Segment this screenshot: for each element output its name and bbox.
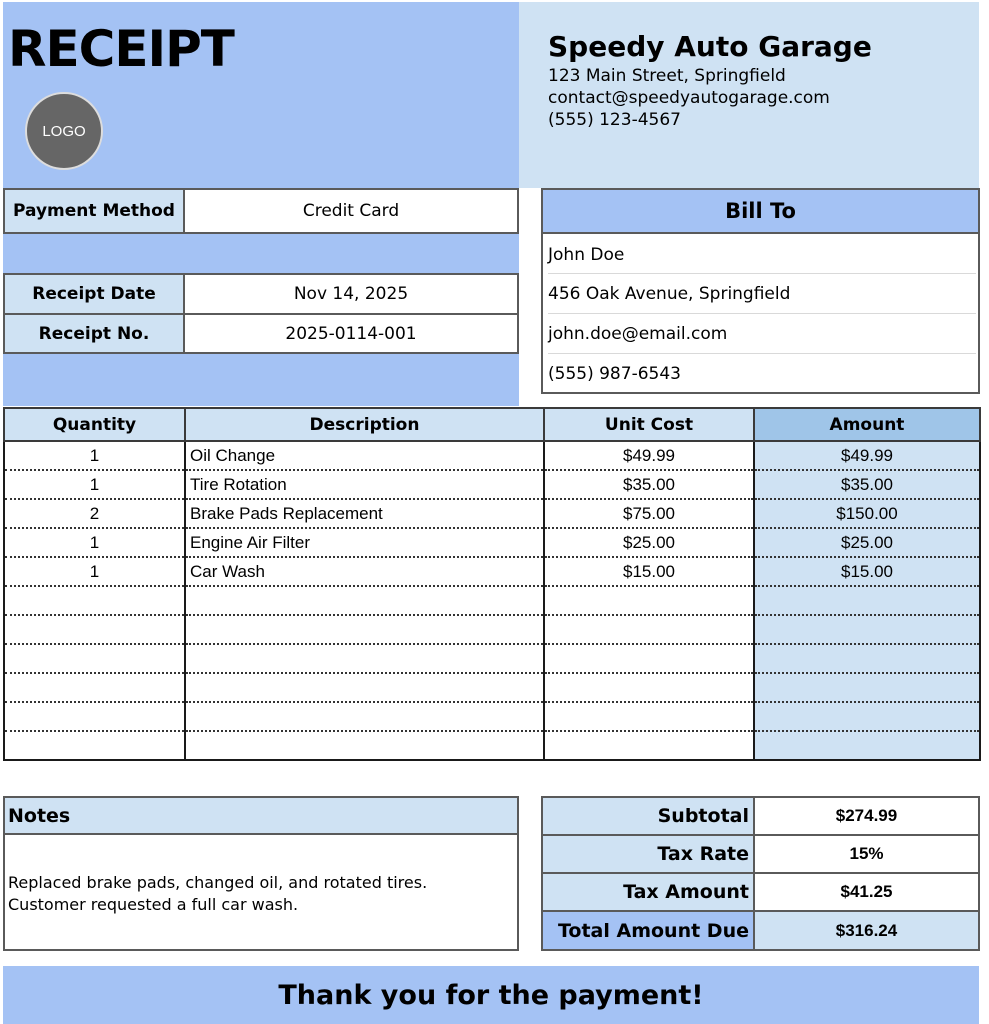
bill-to-phone[interactable]: (555) 987-6543	[548, 364, 681, 384]
qty-cell[interactable]	[4, 731, 185, 760]
column-header-unit-cost: Unit Cost	[544, 408, 754, 441]
notes-line-1[interactable]: Replaced brake pads, changed oil, and rotated tires.	[8, 873, 428, 892]
logo-icon	[25, 92, 103, 170]
qty-cell[interactable]	[4, 644, 185, 673]
unit-cost-cell[interactable]	[544, 615, 754, 644]
description-cell[interactable]	[185, 702, 544, 731]
table-row	[4, 644, 980, 673]
qty-cell[interactable]	[4, 673, 185, 702]
description-cell[interactable]: Tire Rotation	[185, 470, 544, 499]
amount-cell[interactable]	[754, 731, 980, 760]
notes-heading: Notes	[5, 798, 517, 835]
tax-amount-label: Tax Amount	[541, 872, 755, 912]
amount-cell[interactable]	[754, 673, 980, 702]
table-row	[4, 586, 980, 615]
column-header-amount: Amount	[754, 408, 980, 441]
subtotal-label: Subtotal	[541, 796, 755, 836]
bill-to-heading: Bill To	[543, 190, 978, 234]
tax-amount-value: $41.25	[753, 872, 980, 912]
description-cell[interactable]	[185, 586, 544, 615]
payment-method-label: Payment Method	[3, 188, 185, 234]
unit-cost-cell[interactable]	[544, 644, 754, 673]
table-row	[4, 441, 980, 470]
notes-line-2[interactable]: Customer requested a full car wash.	[8, 895, 299, 914]
qty-cell[interactable]: 1	[4, 557, 185, 586]
bill-to-email[interactable]: john.doe@email.com	[548, 315, 976, 354]
column-header-quantity: Quantity	[4, 408, 185, 441]
logo-label: LOGO	[42, 122, 86, 140]
receipt-date-value[interactable]: Nov 14, 2025	[183, 273, 519, 315]
amount-cell[interactable]: $49.99	[754, 441, 980, 470]
unit-cost-cell[interactable]: $15.00	[544, 557, 754, 586]
total-amount-due-value: $316.24	[753, 910, 980, 951]
qty-cell[interactable]	[4, 586, 185, 615]
total-amount-due-label: Total Amount Due	[541, 910, 755, 951]
column-header-description: Description	[185, 408, 544, 441]
table-row	[4, 557, 980, 586]
table-row	[4, 528, 980, 557]
qty-cell[interactable]: 1	[4, 441, 185, 470]
qty-cell[interactable]: 1	[4, 470, 185, 499]
items-table	[3, 407, 981, 761]
qty-cell[interactable]: 2	[4, 499, 185, 528]
amount-cell[interactable]	[754, 586, 980, 615]
qty-cell[interactable]	[4, 702, 185, 731]
receipt-title: RECEIPT	[8, 20, 234, 78]
subtotal-value: $274.99	[753, 796, 980, 836]
thank-you-banner: Thank you for the payment!	[3, 966, 979, 1024]
description-cell[interactable]	[185, 673, 544, 702]
amount-cell[interactable]	[754, 644, 980, 673]
table-row	[4, 615, 980, 644]
unit-cost-cell[interactable]	[544, 702, 754, 731]
qty-cell[interactable]	[4, 615, 185, 644]
company-name: Speedy Auto Garage	[548, 30, 872, 63]
items-header-row	[4, 408, 980, 441]
unit-cost-cell[interactable]: $35.00	[544, 470, 754, 499]
receipt-number-value[interactable]: 2025-0114-001	[183, 313, 519, 354]
amount-cell[interactable]: $35.00	[754, 470, 980, 499]
amount-cell[interactable]: $25.00	[754, 528, 980, 557]
amount-cell[interactable]	[754, 615, 980, 644]
receipt-date-label: Receipt Date	[3, 273, 185, 315]
amount-cell[interactable]: $15.00	[754, 557, 980, 586]
unit-cost-cell[interactable]	[544, 731, 754, 760]
description-cell[interactable]: Car Wash	[185, 557, 544, 586]
unit-cost-cell[interactable]: $75.00	[544, 499, 754, 528]
description-cell[interactable]: Brake Pads Replacement	[185, 499, 544, 528]
description-cell[interactable]	[185, 731, 544, 760]
unit-cost-cell[interactable]	[544, 673, 754, 702]
company-email: contact@speedyautogarage.com	[548, 88, 830, 108]
company-address: 123 Main Street, Springfield	[548, 66, 786, 86]
company-phone: (555) 123-4567	[548, 110, 681, 130]
receipt-number-label: Receipt No.	[3, 313, 185, 354]
unit-cost-cell[interactable]: $49.99	[544, 441, 754, 470]
unit-cost-cell[interactable]	[544, 586, 754, 615]
tax-rate-value[interactable]: 15%	[753, 834, 980, 874]
description-cell[interactable]	[185, 644, 544, 673]
amount-cell[interactable]	[754, 702, 980, 731]
bill-to-name[interactable]: John Doe	[548, 236, 976, 274]
payment-method-value[interactable]: Credit Card	[183, 188, 519, 234]
table-row	[4, 499, 980, 528]
description-cell[interactable]: Engine Air Filter	[185, 528, 544, 557]
description-cell[interactable]: Oil Change	[185, 441, 544, 470]
table-row	[4, 673, 980, 702]
unit-cost-cell[interactable]: $25.00	[544, 528, 754, 557]
amount-cell[interactable]: $150.00	[754, 499, 980, 528]
table-row	[4, 731, 980, 760]
table-row	[4, 702, 980, 731]
qty-cell[interactable]: 1	[4, 528, 185, 557]
tax-rate-label: Tax Rate	[541, 834, 755, 874]
description-cell[interactable]	[185, 615, 544, 644]
table-row	[4, 470, 980, 499]
bill-to-address[interactable]: 456 Oak Avenue, Springfield	[548, 275, 976, 314]
